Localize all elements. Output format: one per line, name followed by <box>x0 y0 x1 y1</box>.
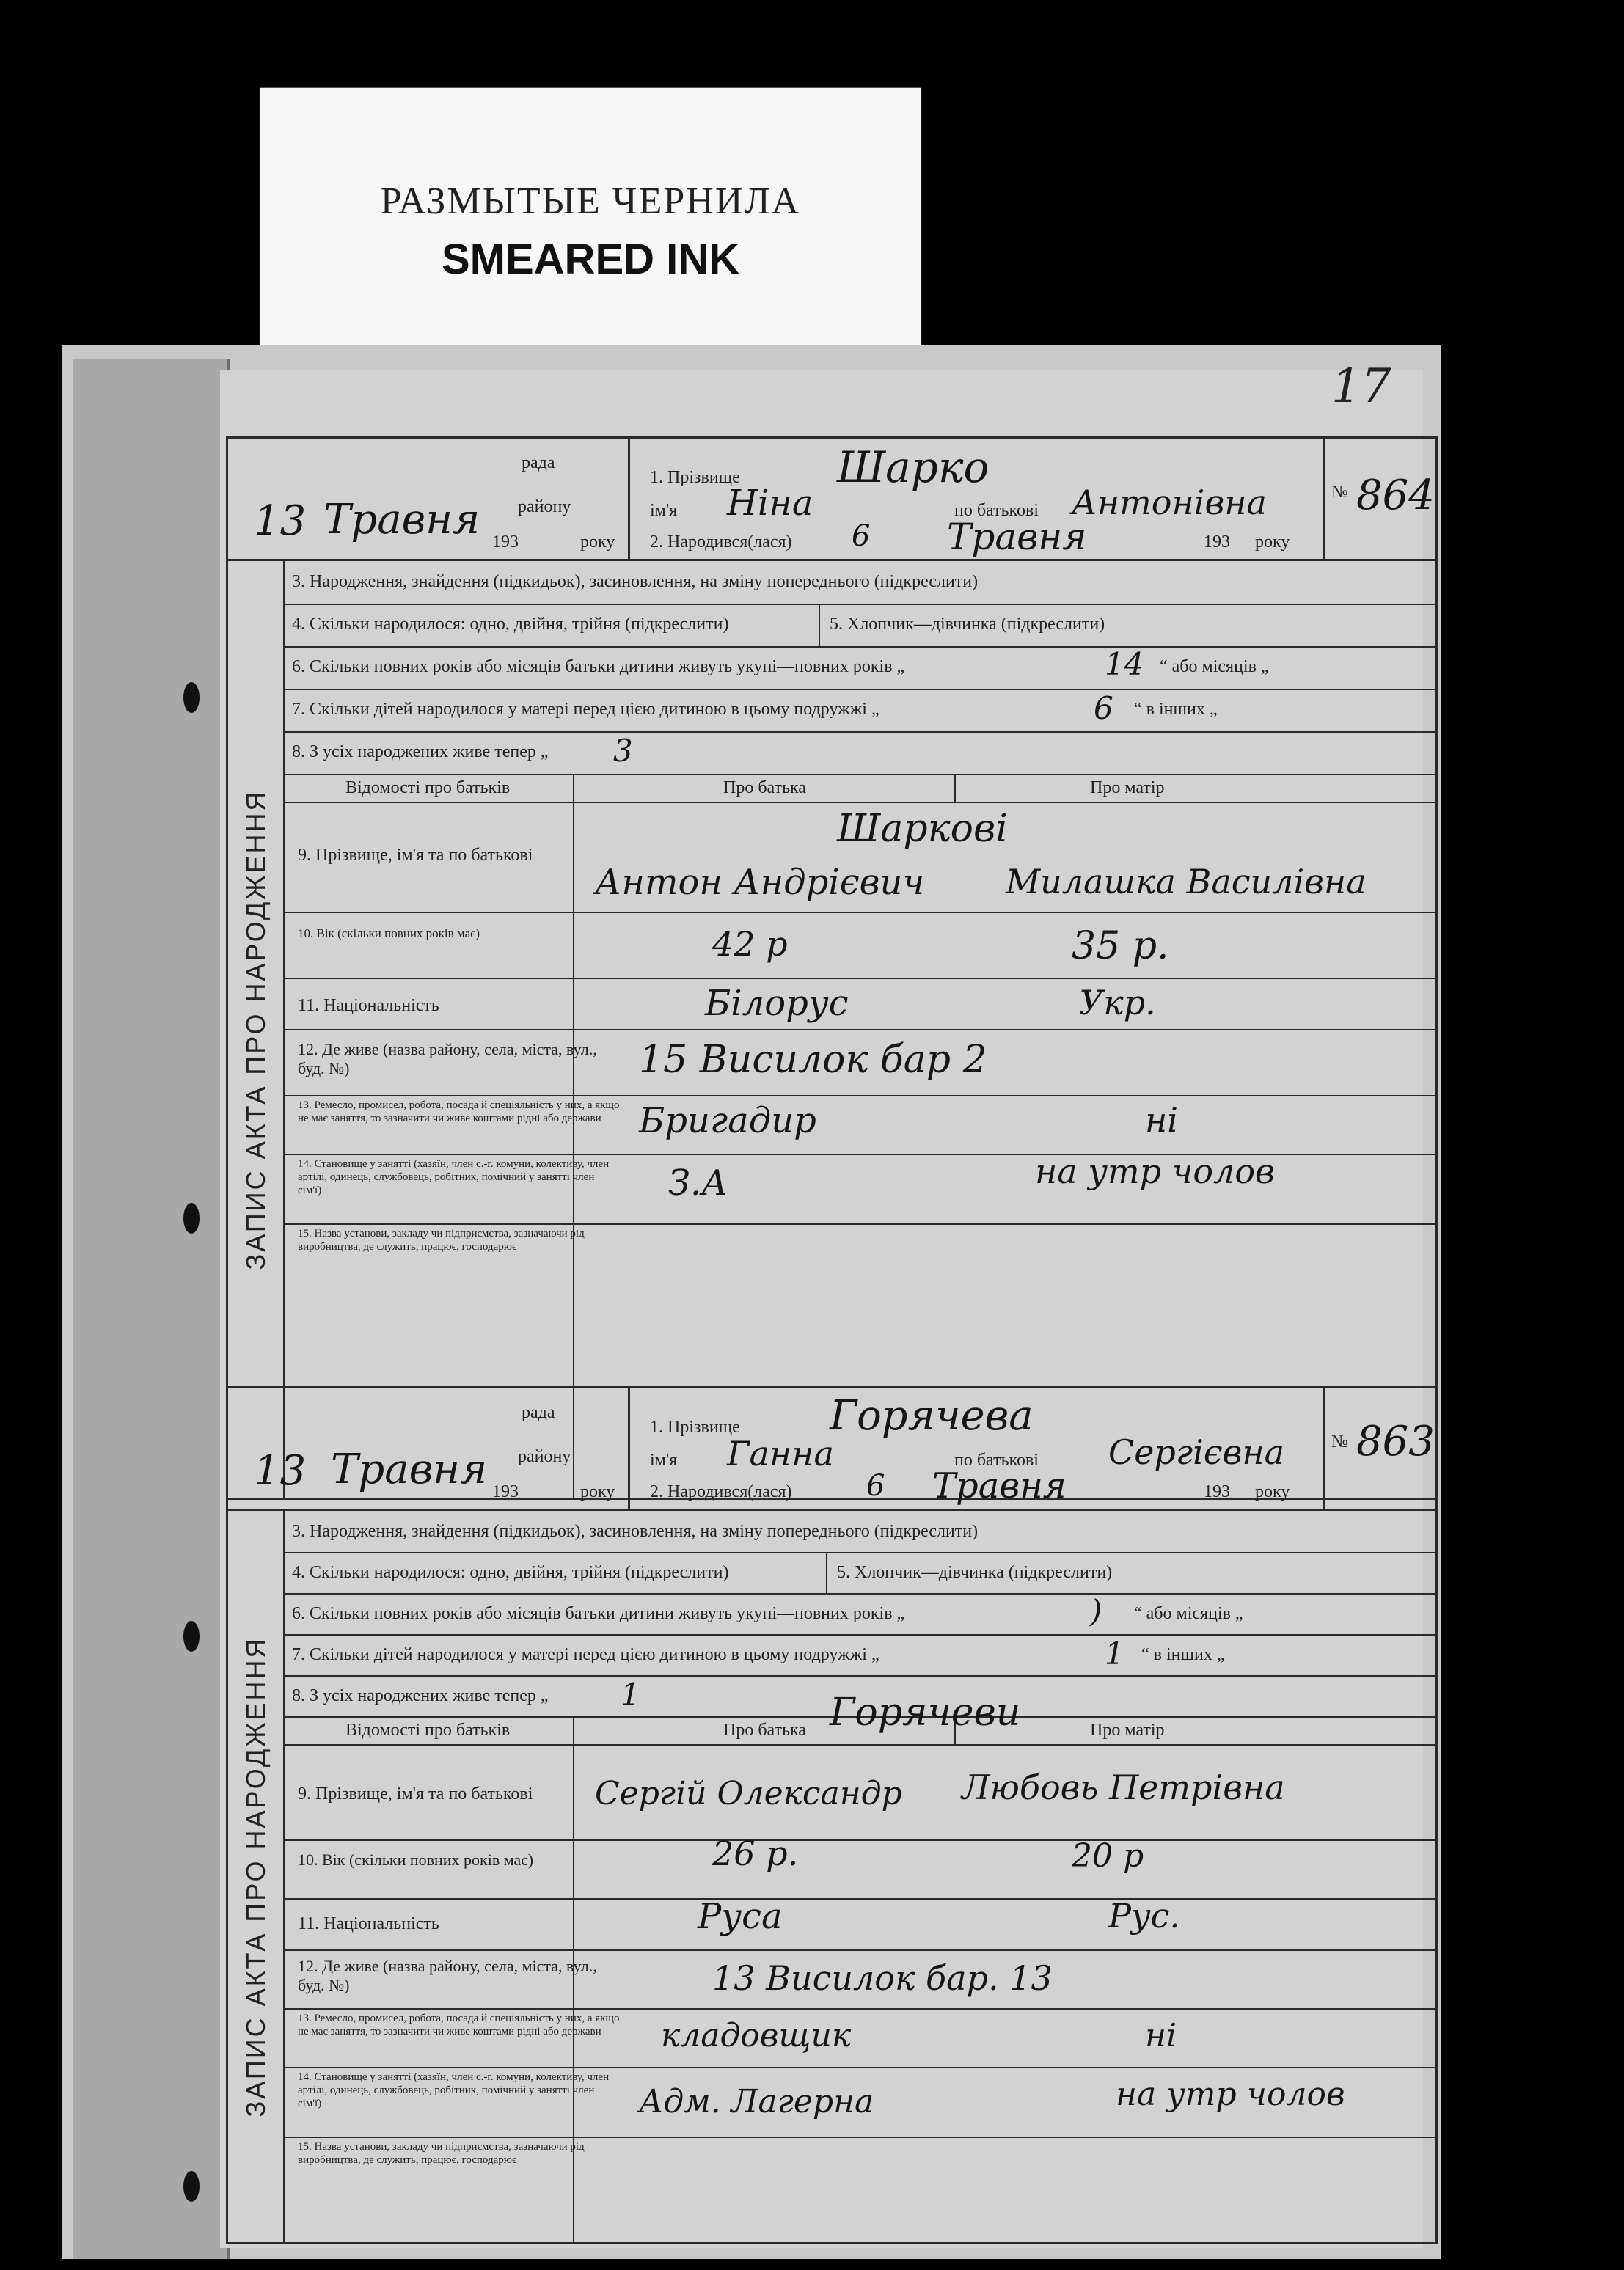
field-3: 3. Народження, знайдення (підкидьок), засиновлення, на зміну попереднього (підкреслити) <box>292 1522 979 1541</box>
record-number: 864 <box>1356 472 1435 519</box>
father-age: 26 р. <box>712 1834 799 1873</box>
father-name: Антон Андрієвич <box>595 862 925 903</box>
surname-label: 1. Прізвище <box>650 1418 740 1437</box>
col-father-header: Про батька <box>723 1721 806 1740</box>
col-info-header: Відомості про батьків <box>345 1721 511 1740</box>
col-mother-header: Про матір <box>1090 1721 1165 1740</box>
children-alive: 1 <box>621 1677 640 1713</box>
row-14-label: 14. Становище у занятті (хазяїн, член с.-г. комуни, колективу, член артілі, одинець, службовець, робітник, помічний у занятті член сім'ї) <box>298 1158 610 1196</box>
side-title <box>228 561 285 1498</box>
row-13-label: 13. Ремесло, промисел, робота, посада й спеціяльність у них, а якщо не має заняття, то зазначити чи живе коштами рідні або держави <box>298 2013 620 2037</box>
mother-status: на утр чолов <box>1116 2076 1345 2113</box>
roku-label: року <box>580 532 615 552</box>
smeared-ink-label-card <box>260 88 921 359</box>
father-age: 42 р <box>712 924 788 964</box>
father-job: Бригадир <box>639 1100 816 1141</box>
mother-age: 35 р. <box>1072 924 1169 968</box>
row-9-label: 9. Прізвище, ім'я та по батькові <box>298 846 533 865</box>
birth-year: 193 <box>1204 532 1230 552</box>
record-number-cell <box>1323 439 1435 559</box>
binding-hole <box>183 1621 200 1652</box>
name-label: ім'я <box>650 1451 678 1470</box>
father-nationality: Руса <box>698 1896 783 1937</box>
birth-day: 6 <box>852 519 871 553</box>
field-7: 7. Скільки дітей народилося у матері перед цією дитиною в цьому подружжі „ <box>292 700 879 719</box>
field-7-other: “ в інших „ <box>1134 700 1218 719</box>
mother-job: ні <box>1145 1100 1179 1140</box>
col-mother-header: Про матір <box>1090 778 1165 797</box>
birth-year: 193 <box>1204 1482 1230 1501</box>
patronymic-label: по батькові <box>954 501 1039 520</box>
side-title-text: ЗАПИС АКТА ПРО НАРОДЖЕННЯ <box>240 1636 271 2117</box>
address: 15 Висилок бар 2 <box>639 1038 987 1082</box>
col-info-header: Відомості про батьків <box>345 778 511 797</box>
row-13-label: 13. Ремесло, промисел, робота, посада й спеціяльність у них, а якщо не має заняття, то зазначити чи живе коштами рідні або держави <box>298 1099 620 1124</box>
parents-surname: Шаркові <box>837 807 1008 851</box>
side-title <box>228 1511 285 2242</box>
row-12-label: 12. Де живе (назва району, села, міста, вул., буд. №) <box>298 1040 597 1077</box>
roku-label: року <box>580 1482 615 1501</box>
roku-label-2: року <box>1255 532 1290 552</box>
child-patronymic: Антонівна <box>1072 483 1267 522</box>
row-10-label: 10. Вік (скільки повних років має) <box>298 1850 534 1869</box>
record-body <box>226 1511 1438 2244</box>
reg-year: 193 <box>492 532 519 552</box>
field-6: 6. Скільки повних років або місяців батьки дитини живуть укупі—повних років „ <box>292 1604 905 1623</box>
reg-month: Травня <box>323 496 480 543</box>
child-patronymic: Сергієвна <box>1108 1432 1285 1472</box>
children-before: 6 <box>1094 690 1113 726</box>
birth-month: Травня <box>947 516 1087 558</box>
registration-date-cell <box>228 1388 630 1509</box>
folio-number: 17 <box>1331 359 1391 414</box>
patronymic-label: по батькові <box>954 1451 1039 1470</box>
row-12-label: 12. Де живе (назва району, села, міста, вул., буд. №) <box>298 1957 597 1994</box>
record-number: 863 <box>1356 1418 1435 1465</box>
reg-day: 13 <box>254 497 307 545</box>
address: 13 Висилок бар. 13 <box>712 1958 1053 1998</box>
birth-day: 6 <box>866 1469 885 1503</box>
field-8: 8. З усіх народжених живе тепер „ <box>292 742 549 761</box>
binding-hole <box>183 2171 200 2202</box>
field-3: 3. Народження, знайдення (підкидьок), засиновлення, на зміну попереднього (підкреслити) <box>292 572 979 591</box>
child-name: Ганна <box>727 1434 834 1473</box>
parents-surname: Горячеви <box>830 1691 1021 1735</box>
mother-age: 20 р <box>1072 1837 1144 1875</box>
registration-date-cell <box>228 439 630 559</box>
father-status: Адм. Лагерна <box>639 2083 874 2120</box>
field-7: 7. Скільки дітей народилося у матері перед цією дитиною в цьому подружжі „ <box>292 1645 879 1664</box>
mother-name: Милашка Василівна <box>1006 862 1367 901</box>
row-11-label: 11. Національність <box>298 1914 439 1933</box>
binding-hole <box>183 682 200 713</box>
label-english: SMEARED INK <box>441 235 740 283</box>
reg-month: Травня <box>331 1446 488 1493</box>
father-nationality: Білорус <box>705 983 849 1024</box>
mother-job: ні <box>1145 2017 1177 2054</box>
father-job: кладовщик <box>661 2017 852 2054</box>
field-5: 5. Хлопчик—дівчинка (підкреслити) <box>830 615 1105 634</box>
row-9-label: 9. Прізвище, ім'я та по батькові <box>298 1784 533 1804</box>
mother-name: Любовь Петрівна <box>962 1768 1285 1807</box>
field-6-months: “ або місяців „ <box>1134 1604 1243 1623</box>
record-body <box>226 561 1438 1500</box>
row-15-label: 15. Назва установи, закладу чи підприємства, зазначаючи рід виробництва, де служить, працює, господарює <box>298 2141 585 2166</box>
number-label: № <box>1331 483 1348 502</box>
rada-label: рада <box>522 453 555 472</box>
field-8: 8. З усіх народжених живе тепер „ <box>292 1686 549 1705</box>
years-together: 14 <box>1105 646 1144 682</box>
father-status: З.А <box>668 1163 728 1204</box>
number-label: № <box>1331 1432 1348 1451</box>
rada-label: рада <box>522 1403 555 1422</box>
row-10-label: 10. Вік (скільки повних років має) <box>298 926 480 940</box>
record-number-cell <box>1323 1388 1435 1509</box>
field-4: 4. Скільки народилося: одно, двійня, трійня (підкреслити) <box>292 1563 729 1582</box>
child-surname: Горячева <box>830 1392 1034 1440</box>
raion-label: району <box>518 497 571 516</box>
raion-label: району <box>518 1447 571 1466</box>
roku-label-2: року <box>1255 1482 1290 1501</box>
surname-label: 1. Прізвище <box>650 468 740 487</box>
child-surname: Шарко <box>837 442 990 492</box>
field-4: 4. Скільки народилося: одно, двійня, трійня (підкреслити) <box>292 615 729 634</box>
father-name: Сергій Олександр <box>595 1775 902 1812</box>
row-15-label: 15. Назва установи, закладу чи підприємства, зазначаючи рід виробництва, де служить, працює, господарює <box>298 1228 585 1253</box>
mother-status: на утр чолов <box>1035 1152 1275 1191</box>
born-label: 2. Народився(лася) <box>650 1482 792 1501</box>
row-14-label: 14. Становище у занятті (хазяїн, член с.-г. комуни, колективу, член артілі, одинець, службовець, робітник, помічний у занятті член сім'ї) <box>298 2071 610 2109</box>
col-father-header: Про батька <box>723 778 806 797</box>
row-11-label: 11. Національність <box>298 996 439 1015</box>
reg-day: 13 <box>254 1447 307 1495</box>
binding-hole <box>183 1203 200 1234</box>
field-6: 6. Скільки повних років або місяців батьки дитини живуть укупі—повних років „ <box>292 657 905 676</box>
field-7-other: “ в інших „ <box>1141 1645 1225 1664</box>
years-together: ) <box>1090 1593 1102 1629</box>
child-name: Ніна <box>727 483 813 524</box>
mother-nationality: Укр. <box>1079 983 1156 1022</box>
children-alive: 3 <box>613 733 633 769</box>
record-header <box>226 436 1438 561</box>
born-label: 2. Народився(лася) <box>650 532 792 552</box>
children-before: 1 <box>1105 1636 1124 1672</box>
field-6-months: “ або місяців „ <box>1160 657 1269 676</box>
name-label: ім'я <box>650 501 678 520</box>
label-russian: РАЗМЫТЫЕ ЧЕРНИЛА <box>380 180 801 222</box>
birth-month: Травня <box>932 1465 1067 1506</box>
side-title-text: ЗАПИС АКТА ПРО НАРОДЖЕННЯ <box>240 788 271 1270</box>
reg-year: 193 <box>492 1482 519 1501</box>
binding-spine <box>73 359 230 2259</box>
record-header <box>226 1386 1438 1511</box>
field-5: 5. Хлопчик—дівчинка (підкреслити) <box>837 1563 1113 1582</box>
mother-nationality: Рус. <box>1108 1896 1181 1936</box>
